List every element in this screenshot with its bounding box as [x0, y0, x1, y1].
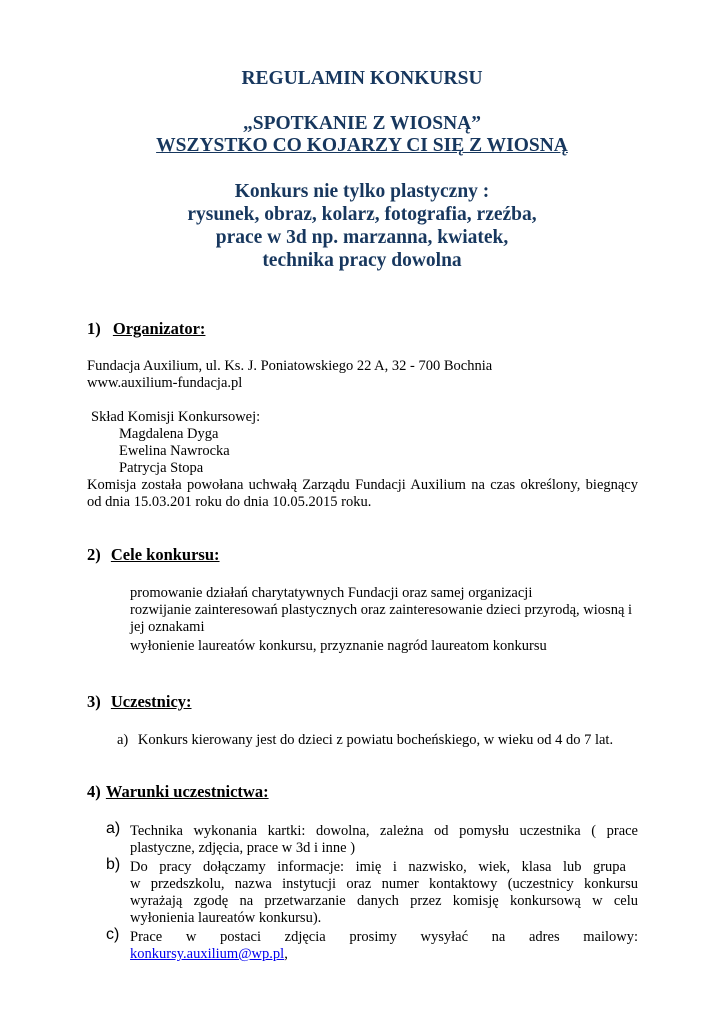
section-4-heading: [87, 782, 269, 802]
committee-member: Ewelina Nawrocka: [119, 443, 230, 459]
committee-note-line1: Komisja została powołana uchwałą Zarządu Fundacji Auxilium na czas określony, biegnący: [87, 477, 638, 493]
condition-b-line4: wyłonienia laureatów konkursu).: [130, 910, 322, 926]
contest-type-line1: Konkurs nie tylko plastyczny :: [234, 181, 490, 202]
condition-b-line1: Do pracy dołączamy informacje: imię i nazwisko, wiek, klasa lub grupa: [130, 859, 626, 875]
contest-type-line2: rysunek, obraz, kolarz, fotografia, rzeźba,: [187, 204, 537, 225]
condition-a-line2: plastyczne, zdjęcia, prace w 3d i inne ): [130, 840, 356, 856]
section-3-title: Uczestnicy:: [110, 692, 192, 711]
section-4-number: 4): [87, 782, 101, 801]
section-4-title: Warunki uczestnictwa:: [105, 782, 269, 801]
contest-name: „SPOTKANIE Z WIOSNĄ”: [242, 113, 482, 134]
email-link[interactable]: konkursy.auxilium@wp.pl: [130, 946, 285, 962]
email-trailing-comma: ,: [284, 946, 288, 962]
contest-type-line3: prace w 3d np. marzanna, kwiatek,: [215, 227, 509, 248]
participants-text: Konkurs kierowany jest do dzieci z powiatu bocheńskiego, w wieku od 4 do 7 lat.: [137, 732, 614, 748]
section-3-heading: [87, 692, 192, 712]
condition-c-line1: Prace w postaci zdjęcia prosimy wysyłać na adres mailowy:: [130, 929, 638, 945]
section-1-heading: [87, 319, 205, 339]
goal-text: wyłonienie laureatów konkursu, przyznanie nagród laureatom konkursu: [130, 638, 547, 654]
organizer-address: Fundacja Auxilium, ul. Ks. J. Poniatowskiego 22 A, 32 - 700 Bochnia: [87, 358, 493, 374]
item-letter: a): [117, 732, 129, 748]
item-letter: a): [106, 820, 121, 837]
goal-text: rozwijanie zainteresowań plastycznych oraz zainteresowanie dzieci przyrodą, wiosną i: [130, 602, 633, 618]
goal-text-continuation: jej oznakami: [130, 619, 205, 635]
section-2-title: Cele konkursu:: [110, 545, 220, 564]
goal-text: promowanie działań charytatywnych Fundacji oraz samej organizacji: [130, 585, 533, 601]
condition-a-line1: Technika wykonania kartki: dowolna, zależna od pomysłu uczestnika ( prace: [130, 823, 638, 839]
condition-b-line2: w przedszkolu, nazwa instytucji oraz numer kontaktowy (uczestnicy konkursu: [130, 876, 638, 892]
organizer-website: www.auxilium-fundacja.pl: [87, 375, 243, 391]
condition-c-line2: [130, 946, 288, 963]
section-1-number: 1): [87, 319, 101, 338]
section-3-number: 3): [87, 692, 101, 711]
item-letter: b): [106, 856, 121, 873]
committee-note-line2: od dnia 15.03.201 roku do dnia 10.05.2015 roku.: [87, 494, 372, 510]
list-item: [117, 732, 613, 749]
condition-b-line3: wyrażają zgodę na przetwarzanie danych przez komisję konkursową w celu: [130, 893, 638, 909]
section-2-heading: [87, 545, 220, 565]
committee-label: Skład Komisji Konkursowej:: [91, 409, 261, 425]
contest-type-line4: technika pracy dowolna: [262, 250, 462, 271]
section-1-title: Organizator:: [112, 319, 206, 338]
document-title: REGULAMIN KONKURSU: [241, 68, 483, 89]
section-2-number: 2): [87, 545, 101, 564]
committee-member: Patrycja Stopa: [119, 460, 204, 476]
contest-subtitle: WSZYSTKO CO KOJARZY CI SIĘ Z WIOSNĄ: [156, 135, 568, 156]
committee-member: Magdalena Dyga: [119, 426, 219, 442]
item-letter: c): [106, 926, 120, 943]
